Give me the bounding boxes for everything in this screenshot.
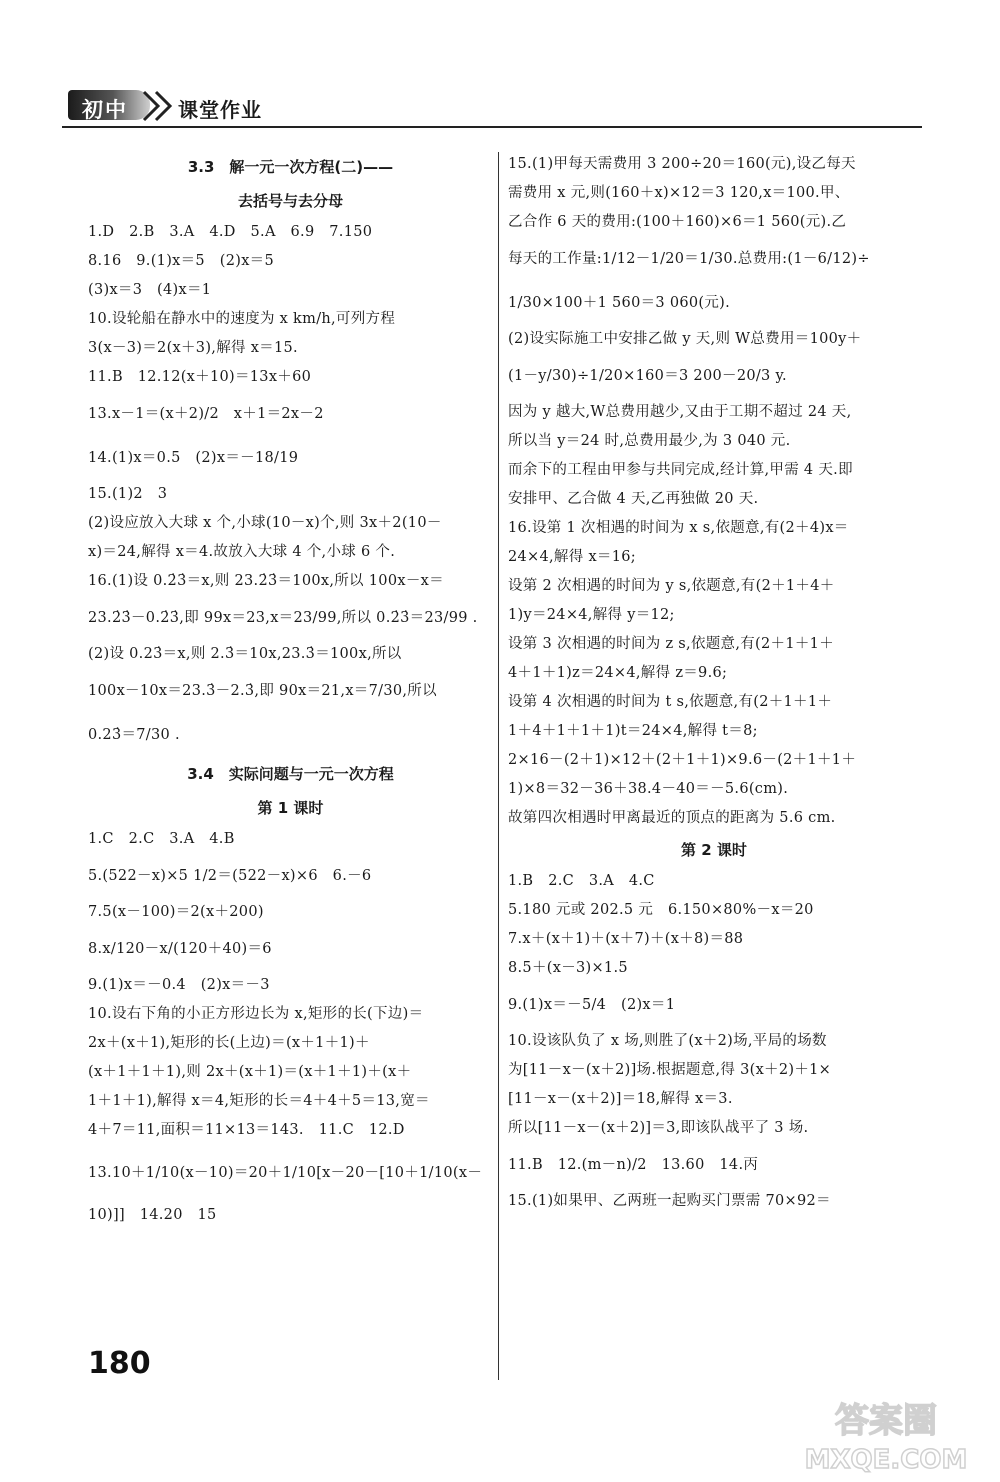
level-badge [68, 90, 150, 120]
answer-line: x)＝24,解得 x＝4.故放入大球 4 个,小球 6 个. [88, 544, 396, 560]
watermark-logo [786, 1392, 986, 1476]
answer-line: (2)设 0.23̇＝x,则 2.3̇＝10x,23.3̇＝100x,所以 [88, 646, 402, 662]
answer-line: 7.x＋(x＋1)＋(x＋7)＋(x＋8)＝88 [508, 931, 744, 947]
answer-line: 设第 2 次相遇的时间为 y s,依题意,有(2＋1＋4＋ [508, 578, 835, 594]
watermark-text-top: 答案圈 [835, 1401, 937, 1441]
answer-line: 1)×8＝32－36＋38.4－40＝－5.6(cm). [508, 781, 789, 797]
level-badge-text: 初中 [82, 98, 128, 122]
answer-line: 8.5＋(x－3)×1.5 [508, 960, 628, 976]
answer-line: 2×16－(2＋1)×12＋(2＋1＋1)×9.6－(2＋1＋1＋ [508, 752, 857, 768]
answer-line: (3)x＝3 (4)x＝1 [88, 282, 212, 298]
answer-line: 9.(1)x＝－5/4 (2)x＝1 [508, 997, 676, 1013]
answer-line: 15.(1)如果甲、乙两班一起购买门票需 70×92＝ [508, 1193, 831, 1209]
answer-line: 7.5(x－100)＝2(x＋200) [88, 904, 264, 920]
section-title: 3.4 实际问题与一元一次方程 [187, 765, 394, 783]
answer-line: 5.180 元或 202.5 元 6.150×80%－x＝20 [508, 902, 814, 918]
answer-line: (2)设实际施工中安排乙做 y 天,则 W总费用＝100y＋ [508, 331, 862, 347]
section-title: 3.3 解一元一次方程(二)—— [187, 158, 394, 176]
answer-line: 15.(1)甲每天需费用 3 200÷20＝160(元),设乙每天 [508, 156, 856, 172]
answer-line: 1.D 2.B 3.A 4.D 5.A 6.9 7.150 [88, 224, 373, 240]
answer-line: 安排甲、乙合做 4 天,乙再独做 20 天. [508, 491, 759, 507]
answer-line: 15.(1)2 3 [88, 486, 168, 502]
answer-line: 8.16 9.(1)x＝5 (2)x＝5 [88, 253, 275, 269]
answer-line: (x＋1＋1＋1),则 2x＋(x＋1)＝(x＋1＋1)＋(x＋ [88, 1064, 412, 1080]
answer-line: 23.2̇3̇－0.2̇3̇,即 99x＝23,x＝23/99,所以 0.2̇3̇＝23/99 . [88, 610, 478, 626]
answer-line: 10)]] 14.20 15 [88, 1207, 217, 1223]
answer-line: 4＋7＝11,面积＝11×13＝143. 11.C 12.D [88, 1122, 405, 1138]
answer-line: 1/30×100＋1 560＝3 060(元). [508, 295, 731, 311]
answer-line: (1－y/30)÷1/20×160＝3 200－20/3 y. [508, 368, 787, 384]
answer-line: 0.23̇＝7/30 . [88, 727, 180, 743]
section-title: 第 2 课时 [681, 841, 747, 859]
answer-line: 1.C 2.C 3.A 4.B [88, 831, 235, 847]
answer-line: 100x－10x＝23.3̇－2.3̇,即 90x＝21,x＝7/30,所以 [88, 683, 437, 699]
answer-line: 1.B 2.C 3.A 4.C [508, 873, 655, 889]
header-rule [62, 126, 922, 128]
answer-line: 9.(1)x＝－0.4 (2)x＝－3 [88, 977, 270, 993]
answer-line: 1＋4＋1＋1＋1)t＝24×4,解得 t＝8; [508, 723, 758, 739]
answer-line: 10.设该队负了 x 场,则胜了(x＋2)场,平局的场数 [508, 1033, 827, 1049]
answer-line: 24×4,解得 x＝16; [508, 549, 636, 565]
answer-line: 10.设轮船在静水中的速度为 x km/h,可列方程 [88, 311, 396, 327]
answer-line: 8.x/120－x/(120＋40)＝6 [88, 941, 272, 957]
answer-line: 3(x－3)＝2(x＋3),解得 x＝15. [88, 340, 298, 356]
answer-line: 2x＋(x＋1),矩形的长(上边)＝(x＋1＋1)＋ [88, 1035, 370, 1051]
answer-line: 故第四次相遇时甲离最近的顶点的距离为 5.6 cm. [508, 810, 836, 826]
book-title: 课堂作业 [178, 98, 262, 122]
answer-line: 13.x－1＝(x＋2)/2 x＋1＝2x－2 [88, 406, 324, 422]
answer-line: (2)设应放入大球 x 个,小球(10－x)个,则 3x＋2(10－ [88, 515, 442, 531]
answer-line: 1＋1＋1),解得 x＝4,矩形的长＝4＋4＋5＝13,宽＝ [88, 1093, 430, 1109]
answer-line: 需费用 x 元,则(160＋x)×12＝3 120,x＝100.甲、 [508, 185, 850, 201]
answer-line: 所以当 y＝24 时,总费用最少,为 3 040 元. [508, 433, 791, 449]
answer-line: 4＋1＋1)z＝24×4,解得 z＝9.6; [508, 665, 728, 681]
answer-line: 1)y＝24×4,解得 y＝12; [508, 607, 675, 623]
answer-line: 所以[11－x－(x＋2)]＝3,即该队战平了 3 场. [508, 1120, 809, 1136]
answer-line: 因为 y 越大,W总费用越少,又由于工期不超过 24 天, [508, 404, 852, 420]
answer-line: 设第 4 次相遇的时间为 t s,依题意,有(2＋1＋1＋ [508, 694, 833, 710]
answer-line: 而余下的工程由甲参与共同完成,经计算,甲需 4 天.即 [508, 462, 853, 478]
answer-line: 11.B 12.(m－n)/2 13.60 14.丙 [508, 1157, 759, 1173]
answer-line: 11.B 12.12(x＋10)＝13x＋60 [88, 369, 312, 385]
answer-line: 10.设右下角的小正方形边长为 x,矩形的长(下边)＝ [88, 1006, 424, 1022]
column-divider [498, 152, 499, 1380]
answer-line: 16.(1)设 0.2̇3̇＝x,则 23.2̇3̇＝100x,所以 100x－x＝ [88, 573, 444, 589]
answer-line: 为[11－x－(x＋2)]场.根据题意,得 3(x＋2)＋1× [508, 1062, 832, 1078]
answer-line: 14.(1)x＝0.5 (2)x＝－18/19 [88, 450, 299, 466]
left-answer-column [88, 150, 493, 1230]
answer-line: 每天的工作量:1/12－1/20＝1/30.总费用:(1－6/12)÷ [508, 251, 870, 267]
section-title: 去括号与去分母 [237, 192, 343, 210]
section-title: 第 1 课时 [257, 799, 324, 817]
answer-line: 16.设第 1 次相遇的时间为 x s,依题意,有(2＋4)x＝ [508, 520, 849, 536]
answer-line: [11－x－(x＋2)]＝18,解得 x＝3. [508, 1091, 733, 1107]
answer-line: 乙合作 6 天的费用:(100＋160)×6＝1 560(元).乙 [508, 214, 847, 230]
answer-line: 设第 3 次相遇的时间为 z s,依题意,有(2＋1＋1＋ [508, 636, 834, 652]
right-answer-column [508, 150, 920, 1216]
double-chevron-icon [140, 86, 180, 126]
page-header [62, 84, 922, 128]
page-number: 180 [88, 1346, 151, 1381]
answer-line: 5.(522－x)×5 1/2＝(522－x)×6 6.－6 [88, 868, 372, 884]
answer-line: 13.10＋1/10(x－10)＝20＋1/10[x－20－[10＋1/10(x－ [88, 1165, 483, 1181]
watermark-text-bottom: MXQE.COM [804, 1445, 968, 1475]
